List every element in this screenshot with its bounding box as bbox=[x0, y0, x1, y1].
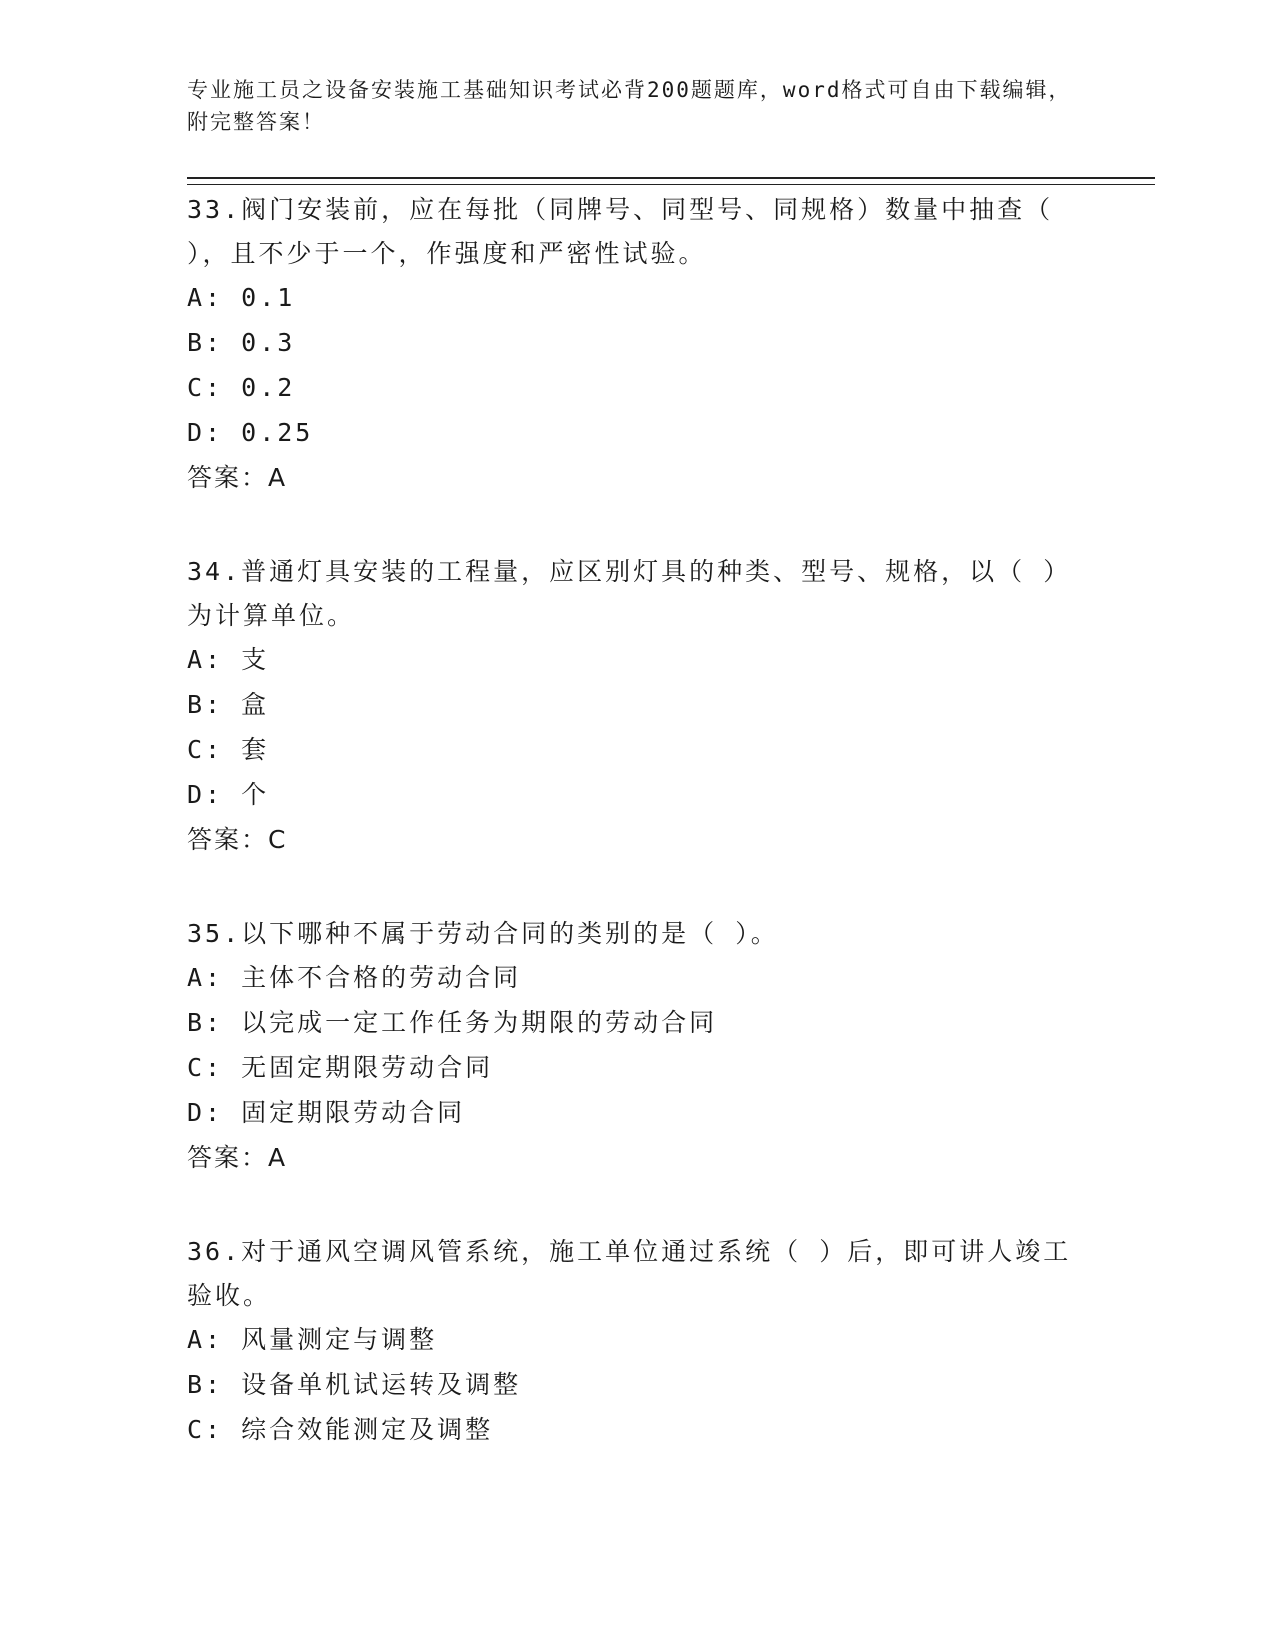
question-34 bbox=[187, 550, 1087, 862]
option-a: A: 支 bbox=[187, 645, 270, 674]
option-c: C: 套 bbox=[187, 735, 270, 764]
question-stem: 36.对于通风空调风管系统，施工单位通过系统（ ）后，即可讲人竣工验收。 bbox=[187, 1237, 1072, 1310]
document-header: 专业施工员之设备安装施工基础知识考试必背200题题库，word格式可自由下载编辑，附完整答案！ bbox=[187, 78, 1072, 134]
option-b: B: 盒 bbox=[187, 690, 270, 719]
answer-line: 答案：A bbox=[187, 463, 288, 492]
question-33 bbox=[187, 188, 1087, 500]
answer-line: 答案：C bbox=[187, 825, 288, 854]
option-a: A: 风量测定与调整 bbox=[187, 1325, 438, 1354]
option-c: C: 0.2 bbox=[187, 373, 296, 402]
question-stem: 33.阀门安装前，应在每批（同牌号、同型号、同规格）数量中抽查（ ），且不少于一个，作强度和严密性试验。 bbox=[187, 195, 1054, 268]
option-b: B: 以完成一定工作任务为期限的劳动合同 bbox=[187, 1008, 718, 1037]
option-b: B: 0.3 bbox=[187, 328, 296, 357]
option-d: D: 个 bbox=[187, 780, 270, 809]
option-a: A: 0.1 bbox=[187, 283, 296, 312]
question-36 bbox=[187, 1230, 1087, 1453]
answer-line: 答案：A bbox=[187, 1143, 288, 1172]
question-stem: 35.以下哪种不属于劳动合同的类别的是（ ）。 bbox=[187, 919, 779, 948]
option-c: C: 综合效能测定及调整 bbox=[187, 1415, 494, 1444]
question-35 bbox=[187, 912, 1087, 1180]
option-a: A: 主体不合格的劳动合同 bbox=[187, 963, 522, 992]
header-divider-thick bbox=[187, 177, 1155, 179]
header-divider-thin bbox=[187, 184, 1155, 185]
question-list bbox=[187, 188, 1087, 1503]
option-c: C: 无固定期限劳动合同 bbox=[187, 1053, 494, 1082]
option-d: D: 0.25 bbox=[187, 418, 314, 447]
option-b: B: 设备单机试运转及调整 bbox=[187, 1370, 522, 1399]
option-d: D: 固定期限劳动合同 bbox=[187, 1098, 466, 1127]
question-stem: 34.普通灯具安装的工程量，应区别灯具的种类、型号、规格，以（ ）为计算单位。 bbox=[187, 557, 1072, 630]
